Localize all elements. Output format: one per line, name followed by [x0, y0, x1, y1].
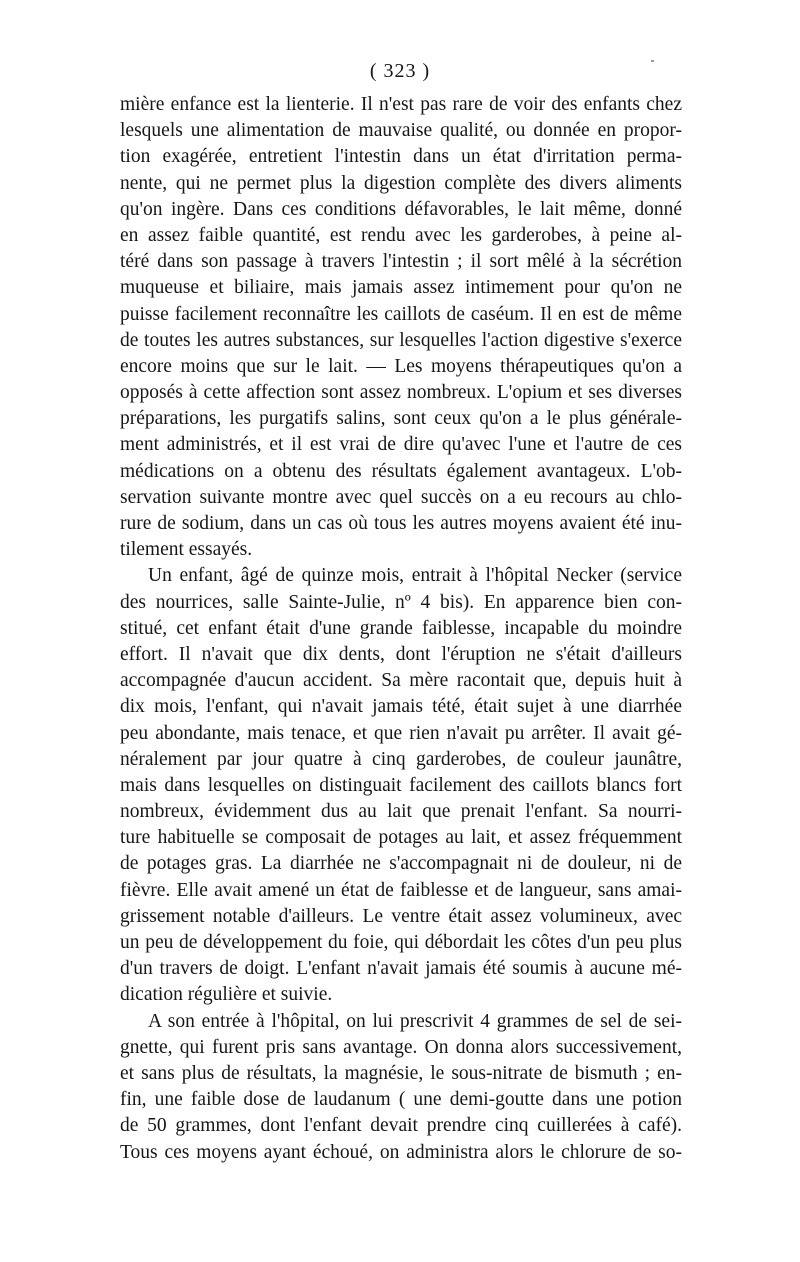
text-line: téré dans son passage à travers l'intestin ; il sort mêlé à la sécrétion: [120, 251, 682, 273]
text-line: qu'on ingère. Dans ces conditions défavorables, le lait même, donné: [120, 198, 682, 220]
text-line: effort. Il n'avait que dix dents, dont l'éruption ne s'était d'ailleurs: [120, 643, 682, 665]
text-line: nombreux, évidemment dus au lait que prenait l'enfant. Sa nourri-: [120, 801, 682, 823]
print-speck: [651, 60, 654, 62]
text-line: stitué, cet enfant était d'une grande faiblesse, incapable du moindre: [120, 617, 682, 639]
page-number: ( 323 ): [369, 60, 431, 82]
text-line: un peu de développement du foie, qui débordait les côtes d'un peu plus: [120, 932, 682, 953]
text-line: dication régulière et suivie.: [120, 984, 333, 1006]
text-line: encore moins que sur le lait. — Les moyens thérapeutiques qu'on a: [120, 355, 682, 377]
text-line: de 50 grammes, dont l'enfant devait prendre cinq cuillerées à café).: [120, 1115, 682, 1137]
text-line: dix mois, l'enfant, qui n'avait jamais tété, était sujet à une diarrhée: [120, 696, 682, 718]
text-line: accompagnée d'aucun accident. Sa mère racontait que, depuis huit à: [120, 670, 682, 692]
text-line: d'un travers de doigt. L'enfant n'avait jamais été soumis à aucune mé-: [120, 958, 682, 980]
text-line: ture habituelle se composait de potages au lait, et assez fréquemment: [120, 827, 682, 849]
text-line: puisse facilement reconnaître les caillots de caséum. Il en est de même: [120, 303, 682, 325]
text-line: mais dans lesquelles on distinguait facilement des caillots blancs fort: [120, 774, 682, 796]
text-line: Un enfant, âgé de quinze mois, entrait à l'hôpital Necker (service: [148, 565, 682, 587]
text-line: gnette, qui furent pris sans avantage. On donna alors successivement,: [120, 1036, 682, 1058]
text-line: nente, qui ne permet plus la digestion complète des divers aliments: [120, 172, 682, 194]
text-line: tion exagérée, entretient l'intestin dans un état d'irritation perma-: [120, 146, 682, 168]
text-line: et sans plus de résultats, la magnésie, le sous-nitrate de bismuth ; en-: [120, 1062, 682, 1084]
text-line: servation suivante montre avec quel succès on a eu recours au chlo-: [120, 486, 682, 508]
text-line: Tous ces moyens ayant échoué, on administra alors le chlorure de so-: [120, 1141, 682, 1163]
text-line: préparations, les purgatifs salins, sont ceux qu'on a le plus générale-: [120, 408, 682, 430]
text-line: lesquels une alimentation de mauvaise qualité, ou donnée en propor-: [120, 120, 682, 142]
text-line: grissement notable d'ailleurs. Le ventre était assez volumineux, avec: [120, 905, 682, 927]
text-line: fin, une faible dose de laudanum ( une demi-goutte dans une potion: [120, 1089, 682, 1111]
text-line: peu abondante, mais tenace, et que rien n'avait pu arrêter. Il avait gé-: [120, 722, 682, 744]
text-line: tilement essayés.: [120, 539, 253, 561]
text-line: médications on a obtenu des résultats également avantageux. L'ob-: [120, 460, 682, 482]
text-line: opposés à cette affection sont assez nombreux. L'opium et ses diverses: [120, 382, 682, 404]
text-line: fièvre. Elle avait amené un état de faiblesse et de langueur, sans amai-: [120, 879, 682, 901]
text-line: mière enfance est la lienterie. Il n'est pas rare de voir des enfants chez: [120, 94, 682, 115]
body-text: [120, 92, 682, 1166]
text-line: rure de sodium, dans un cas où tous les autres moyens avaient été inu-: [120, 513, 682, 534]
text-line: néralement par jour quatre à cinq garderobes, de couleur jaunâtre,: [120, 748, 682, 770]
text-line: en assez faible quantité, est rendu avec les garderobes, à peine al-: [120, 224, 682, 246]
text-line: de potages gras. La diarrhée ne s'accompagnait ni de douleur, ni de: [120, 853, 682, 875]
text-line: A son entrée à l'hôpital, on lui prescrivit 4 grammes de sel de sei-: [148, 1010, 682, 1032]
text-line: de toutes les autres substances, sur lesquelles l'action digestive s'exerce: [120, 329, 682, 351]
text-line: ment administrés, et il est vrai de dire qu'avec l'une et l'autre de ces: [120, 434, 682, 456]
text-line: muqueuse et biliaire, mais jamais assez intimement pour qu'on ne: [120, 277, 682, 299]
text-line: des nourrices, salle Sainte-Julie, nº 4 bis). En apparence bien con-: [120, 591, 682, 613]
